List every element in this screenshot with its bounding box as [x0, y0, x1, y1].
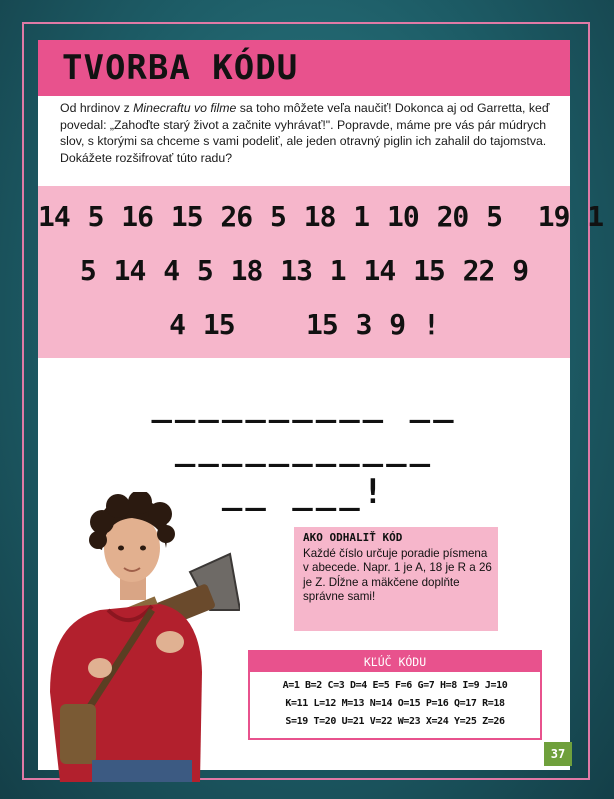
intro-paragraph	[60, 100, 560, 166]
cipher-panel	[38, 186, 604, 358]
answer-line-2[interactable]: ___________	[174, 428, 434, 468]
page-title: TVORBA KÓDU	[62, 48, 299, 88]
how-to-title: AKO ODHALIŤ KÓD	[303, 531, 403, 544]
character-illustration	[40, 492, 240, 782]
cipher-line-2: 5 14 4 5 18 13 1 14 15 22 9	[79, 254, 529, 287]
intro-text-start: Od hrdinov z	[60, 101, 134, 115]
cipher-line-3: 4 15 15 3 9 !	[169, 308, 439, 341]
code-key-row-1: A=1 B=2 C=3 D=4 E=5 F=6 G=7 H=8 I=9 J=10	[282, 680, 508, 691]
code-key-row-2: K=11 L=12 M=13 N=14 O=15 P=16 Q=17 R=18	[285, 698, 505, 709]
cipher-line-1: 14 5 16 15 26 5 18 1 10 20 5 19 1	[38, 200, 604, 233]
title-banner	[38, 40, 570, 96]
how-to-box	[294, 527, 498, 631]
page-number: 37	[544, 742, 572, 766]
answer-line-1[interactable]: __________ __	[151, 384, 457, 424]
answer-line-3[interactable]: __ ___!	[221, 472, 387, 512]
code-key-row-3: S=19 T=20 U=21 V=22 W=23 X=24 Y=25 Z=26	[285, 716, 505, 727]
how-to-text: Každé číslo určuje poradie písmena v abecede. Napr. 1 je A, 18 je R a 26 je Z. Dĺžne a mäkčene doplňte správne sami!	[303, 547, 492, 604]
code-key-title: KĽÚČ KÓDU	[250, 652, 540, 672]
intro-text-rest: sa toho môžete veľa naučiť! Dokonca aj od Garretta, keď povedal: „Zahoďte starý život a začnite vyhrávať!". Popravde, máme pre vás pár múdrych slov, s ktorými sa chceme s vami podeliť, ale jeden otravný piglin ich zahalil do tajomstva. Dokážete rozšifrovať túto radu?	[60, 101, 550, 165]
movie-title: Minecraftu vo filme	[133, 101, 237, 115]
code-key-box	[248, 650, 542, 740]
